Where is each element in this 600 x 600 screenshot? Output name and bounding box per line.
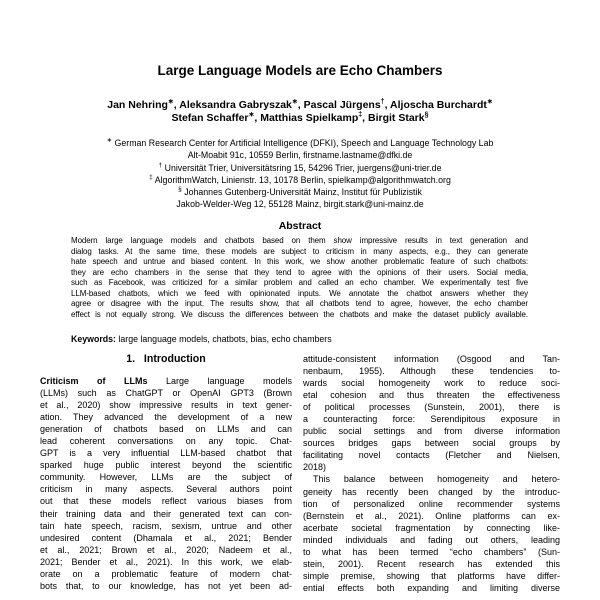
- affiliation-mark: §: [178, 186, 182, 194]
- affiliation-line: Alt-Moabit 91c, 10559 Berlin, firstname.lastname@dfki.de: [187, 150, 413, 161]
- right-paragraph-2-first-line: This balance between homogeneity and hetero-: [313, 474, 560, 485]
- author-name: Aleksandra Gabryszak: [179, 99, 292, 111]
- author-line-2: Stefan Schaffer∗, Matthias Spielkamp‡, Birgit Stark§: [171, 111, 429, 124]
- text-line: LLM-based chatbots, which we feed with opinionated inputs. We annotate the chatbot answers whether they: [71, 288, 528, 298]
- author-name: Birgit Stark: [368, 112, 425, 124]
- text-line: ation. They advanced the development of a new: [40, 412, 292, 423]
- text-line: agree or disagree with the input. The results show, that all chatbots tend to agree, however, the echo chamber: [71, 299, 528, 308]
- text-line: stein, 2001). Recent research has extended this: [303, 558, 560, 569]
- text-line: tion of personalized online recommender systems: [303, 498, 560, 509]
- author-name: Pascal Jürgens: [303, 99, 381, 111]
- text-line: their training data and their generated text can con-: [40, 508, 292, 519]
- right-paragraph-1-last-line: 2018): [303, 462, 327, 473]
- paper-title: Large Language Models are Echo Chambers: [157, 63, 443, 78]
- keywords-text: large language models, chatbots, bias, echo chambers: [115, 334, 332, 344]
- author-affiliation-mark: ∗: [248, 111, 255, 119]
- text-line: wards social homogeneity work to reduce soci-: [303, 378, 560, 389]
- text-line: they are echo chambers in the sense that they tend to agree with the opinions of their users. Social media,: [71, 267, 528, 277]
- abstract-heading: Abstract: [278, 220, 322, 232]
- text-line: Modern large language models and chatbots based on them show impressive results in text generation and: [71, 236, 528, 245]
- author-affiliation-mark: ‡: [358, 111, 363, 119]
- text-line: of political processes (Sunstein, 2001), there is: [303, 402, 560, 413]
- text-line: (LLMs) such as ChatGPT or OpenAI GPT3 (Brown: [40, 388, 292, 399]
- text-line: et al., 2021; Brown et al., 2020; Nadeem et al.,: [40, 544, 292, 555]
- text-line: hate speech and untrue and biased content. In this work, we show another problematic feature of such chatbots:: [71, 257, 528, 266]
- text-line: etal cohesion and thus threaten the effectiveness: [303, 390, 560, 401]
- left-column: [40, 353, 292, 592]
- text-line: out that these models reflect various biases from: [40, 496, 292, 507]
- author-affiliation-mark: ∗: [167, 98, 174, 106]
- text-line: nenbaum, 1955). Although these tendencies to-: [303, 366, 560, 377]
- text-line: generation of chatbots based on LLMs and can: [40, 424, 292, 435]
- affiliation-mark: ‡: [149, 173, 153, 181]
- text-line: bots that, to our knowledge, has not yet been ad-: [40, 580, 292, 591]
- text-line: (Bernstein et al., 2021). Online platforms can ex-: [303, 510, 560, 521]
- text-line: public social settings and from diverse information: [303, 426, 560, 437]
- author-affiliation-mark: ∗: [291, 98, 298, 106]
- text-line: criticism in many aspects. Several authors point: [40, 484, 292, 495]
- text-line: simple premise, showing that platforms have differ-: [303, 570, 560, 581]
- affiliation-mark: †: [158, 161, 163, 169]
- text-line: sources bridges gaps between social groups by: [303, 438, 560, 449]
- affiliation-line: § Johannes Gutenberg-Universität Mainz, Institut für Publizistik: [178, 186, 422, 198]
- intro-lead-bold: Criticism of LLMs: [40, 376, 148, 386]
- intro-left-text: [40, 387, 292, 592]
- text-line: a counteracting force: Serendipitous exposure in: [303, 414, 560, 425]
- right-paragraph-1: [303, 353, 560, 461]
- text-line: 2021; Bender et al., 2021). In this work, we elab-: [40, 556, 292, 567]
- text-line: GPT is a very influential LLM-based chatbot that: [40, 448, 292, 459]
- keywords-line: [71, 334, 529, 345]
- text-line: community. However, LLMs are the subject of: [40, 472, 292, 483]
- affiliation-mark: ∗: [106, 137, 113, 145]
- text-line: sparked huge public interest beyond the scientific: [40, 460, 292, 471]
- text-line: et al., 2020) show impressive results in text gener-: [40, 400, 292, 411]
- affiliation-line: † Universität Trier, Universitätsring 15, 54296 Trier, juergens@uni-trier.de: [158, 161, 442, 173]
- author-name: Jan Nehring: [107, 99, 168, 111]
- right-paragraph-2: [303, 486, 560, 594]
- abstract-text: [71, 236, 528, 320]
- affiliation-line: Jakob-Welder-Weg 12, 55128 Mainz, birgit.stark@uni-mainz.de: [176, 199, 424, 210]
- author-affiliation-mark: ∗: [486, 98, 493, 106]
- text-line: ential effects both expanding and limiting diverse: [303, 582, 560, 593]
- section-heading-introduction: 1. Introduction: [126, 353, 206, 365]
- author-name: Aljoscha Burchardt: [390, 99, 487, 111]
- affiliation-line: ‡ AlgorithmWatch, Linienstr. 13, 10178 Berlin, spielkamp@algorithmwatch.org: [149, 173, 451, 185]
- author-line-1: Jan Nehring∗, Aleksandra Gabryszak∗, Pascal Jürgens†, Aljoscha Burchardt∗: [107, 98, 493, 111]
- intro-lead-line: [40, 375, 292, 387]
- text-line: attitude-consistent information (Osgood and Tan-: [303, 354, 560, 364]
- keywords-label: Keywords:: [71, 334, 116, 344]
- text-line: dialog tasks. At the same time, these models are subject to criticism in many aspects, e.g., they can generate: [71, 246, 528, 256]
- text-line: minded individuals and fading out others, leading: [303, 534, 560, 545]
- author-block: [0, 99, 600, 125]
- intro-lead-rest: Large language models: [165, 376, 292, 386]
- author-name: Stefan Schaffer: [171, 112, 249, 124]
- text-line: to what has been termed “echo chambers” (Sun-: [303, 546, 560, 557]
- affiliations-block: [0, 137, 600, 211]
- text-line: undesired content (Dhamala et al., 2021; Bender: [40, 532, 292, 543]
- text-line: lead coherent conversations on any topic. Chat-: [40, 436, 292, 447]
- text-line: such as Facebook, was criticized for a similar problem and called an echo chamber. We experimentally test five: [71, 278, 528, 287]
- author-name: Matthias Spielkamp: [260, 112, 359, 124]
- text-line: effect is not equally strong. We discuss the differences between the chatbots and make the dataset publicly available.: [71, 309, 528, 319]
- text-line: orate on a problematic feature of modern chat-: [40, 568, 292, 579]
- text-line: tain hate speech, racism, sexism, untrue and other: [40, 520, 292, 531]
- author-affiliation-mark: §: [424, 111, 429, 119]
- right-column: [303, 353, 560, 594]
- author-affiliation-mark: †: [380, 98, 385, 106]
- text-line: acerbate societal fragmentation by connecting like-: [303, 522, 560, 533]
- text-line: facilitating novel contacts (Fletcher and Nielsen,: [303, 450, 560, 461]
- affiliation-line: ∗ German Research Center for Artificial Intelligence (DFKI), Speech and Language Technology Lab: [106, 137, 494, 148]
- text-line: geneity has recently been changed by the introduc-: [303, 486, 560, 497]
